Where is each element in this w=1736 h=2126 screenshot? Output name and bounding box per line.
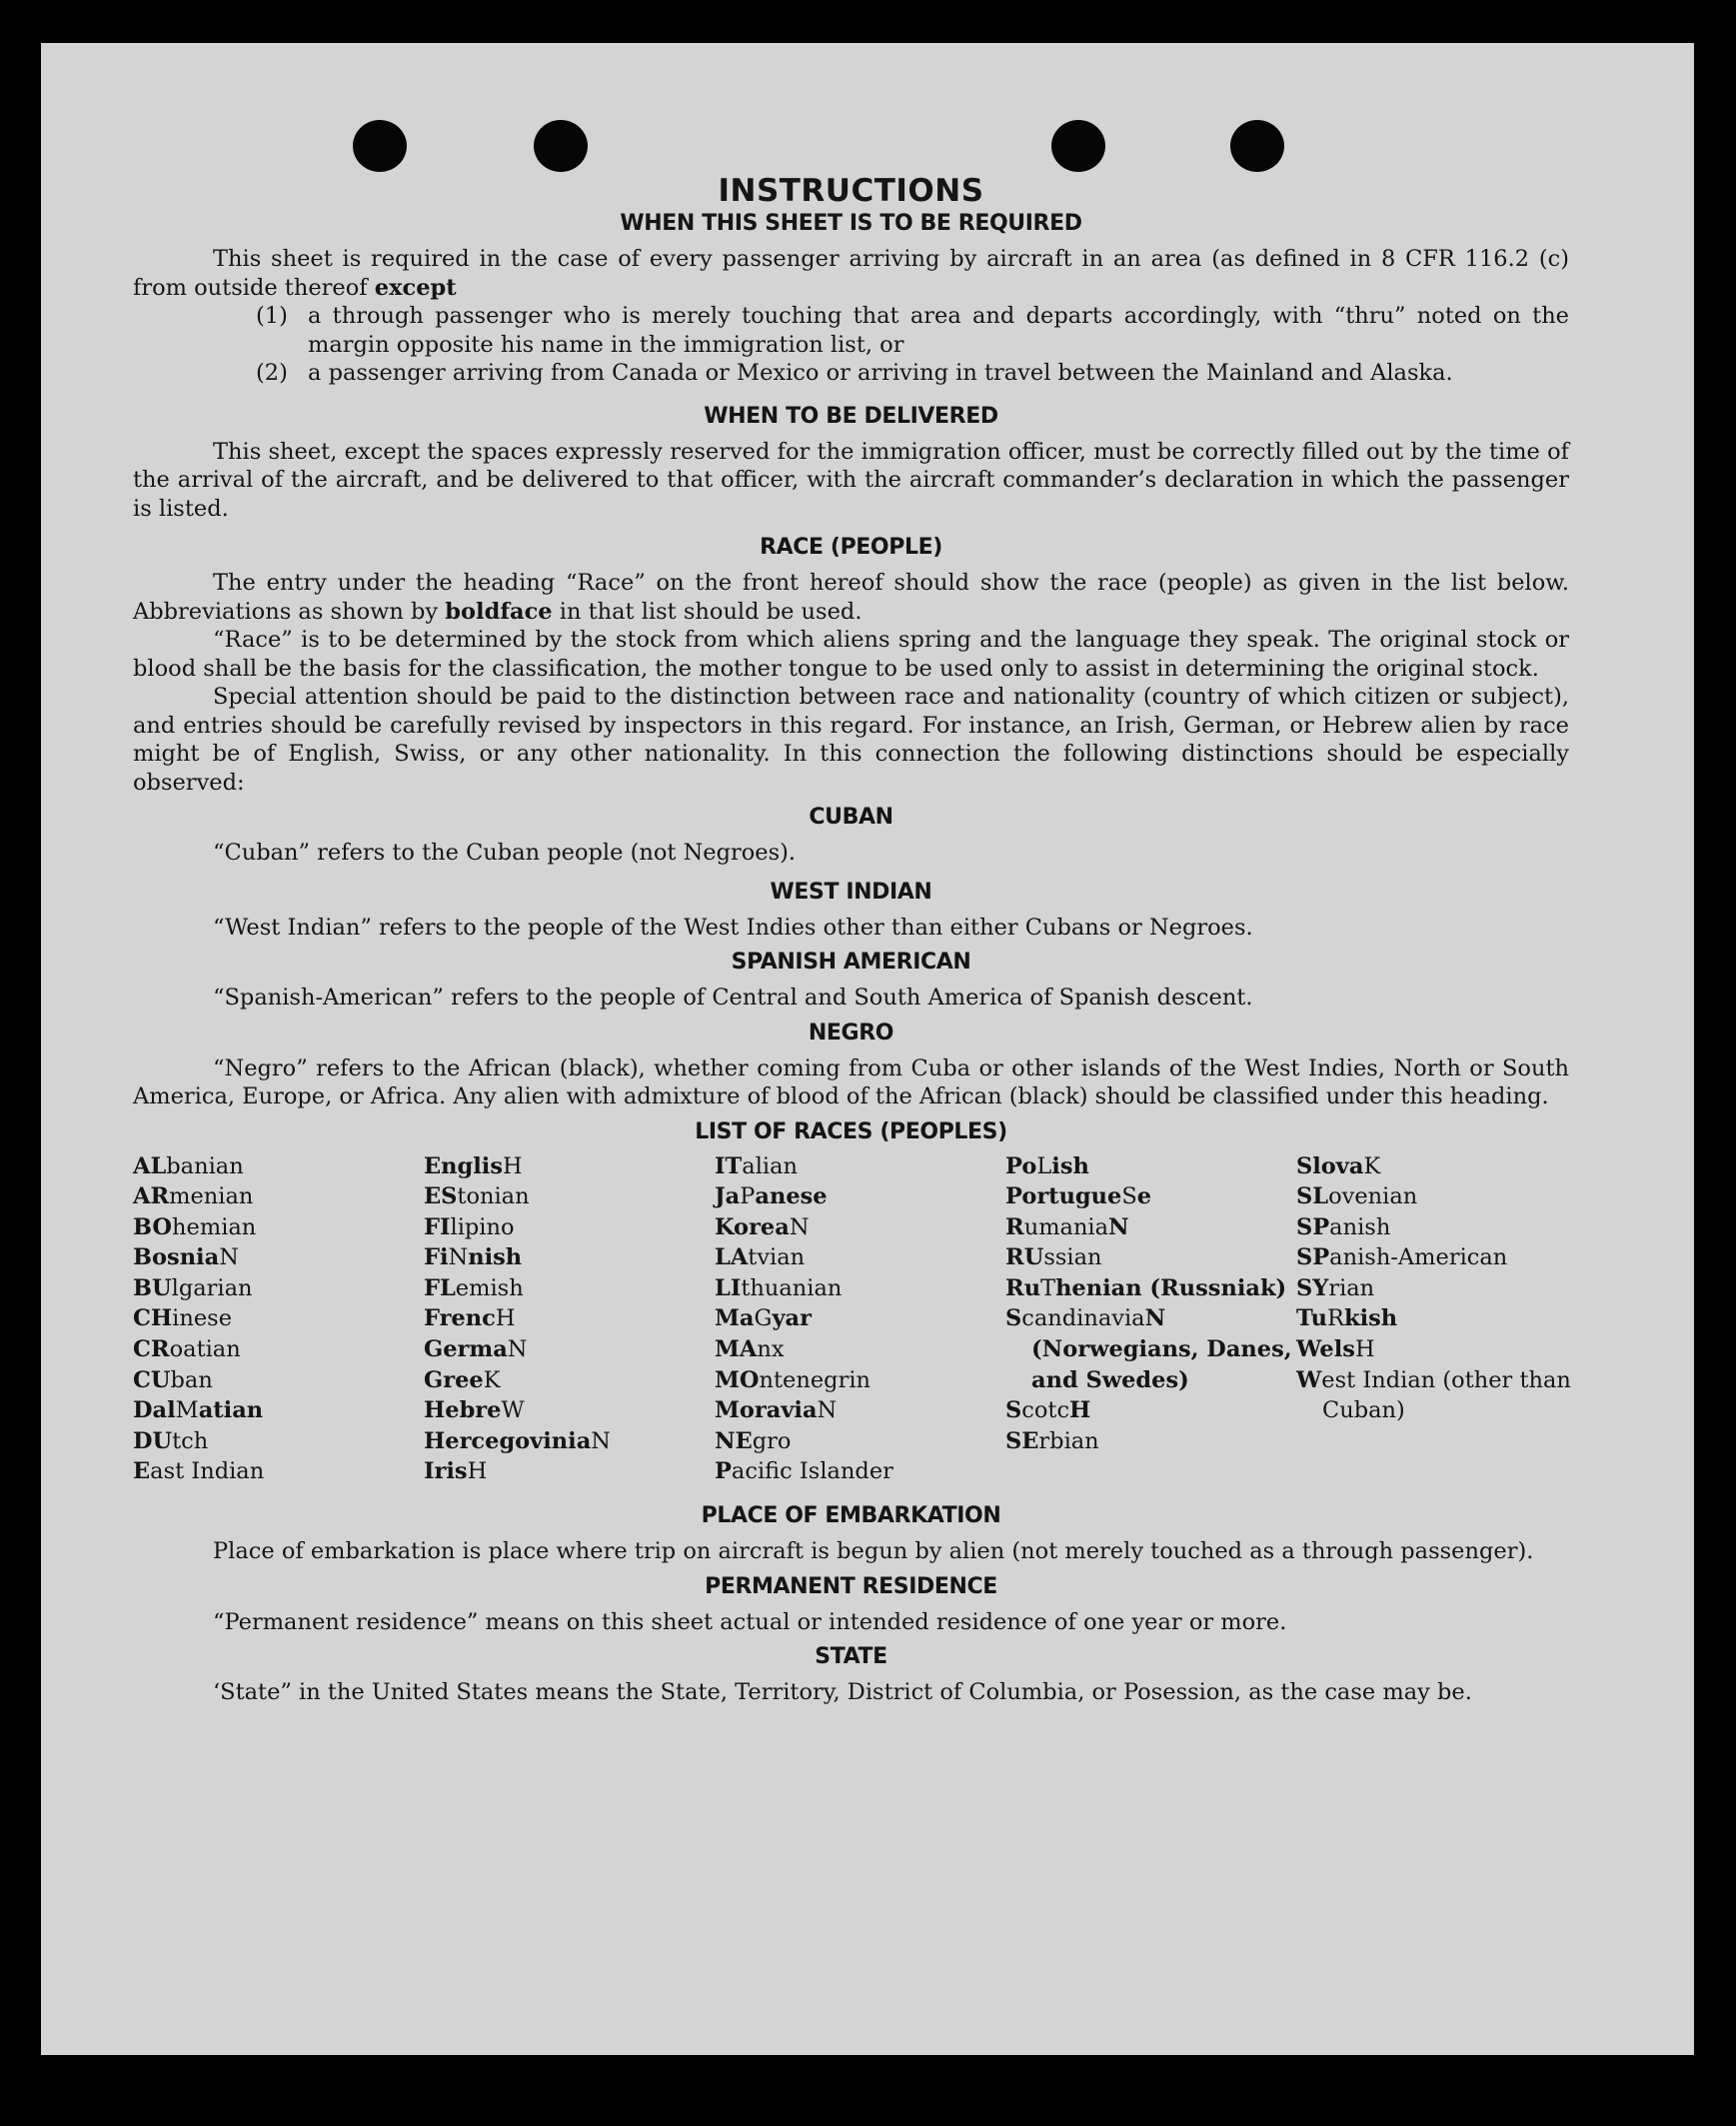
delivered-paragraph: This sheet, except the spaces expressly reserved for the immigration officer, must be correctly filled out by the time of the arrival of the aircraft, and be delivered to that officer, with the aircraft commander’s declaration in which the passenger is listed. (133, 438, 1569, 522)
race-column (1005, 1151, 1296, 1488)
race-column (1296, 1151, 1587, 1488)
race-entry: FiNnish (424, 1244, 523, 1271)
spanish-american-paragraph: “Spanish-American” refers to the people of Central and South America of Spanish descent. (213, 985, 1253, 1011)
race-entry: West Indian (other than Cuban) (1296, 1366, 1571, 1424)
race-entry: MoraviaN (715, 1397, 838, 1424)
cuban-paragraph: “Cuban” refers to the Cuban people (not Negroes). (213, 840, 797, 866)
race-paragraph: Special attention should be paid to the distinction between race and nationality (country of which citizen or subject), and entries should be carefully revised by inspectors in this regard. For instance, an Irish, German, or Hebrew alien by race might be of English, Swiss, or any other nationality. In this connection the following distinctions should be especially observed: (133, 684, 1569, 796)
race-entry: HebreW (424, 1397, 525, 1424)
section-heading-list-of-races: LIST OF RACES (PEOPLES) (695, 1118, 1007, 1144)
race-entry: MaGyar (715, 1305, 812, 1332)
race-entry: CUban (133, 1366, 213, 1393)
race-entry: PoLish (1005, 1152, 1089, 1179)
negro-paragraph: “Negro” refers to the African (black), whether coming from Cuba or other islands of the West Indies, North or South America, Europe, or Africa. Any alien with admixture of blood of the African (black) should be classified under this heading. (133, 1055, 1569, 1109)
race-entry: SYrian (1296, 1274, 1375, 1301)
west-indian-paragraph: “West Indian” refers to the people of the West Indies other than either Cubans or Negroes. (213, 914, 1253, 941)
race-entry: LAtvian (715, 1244, 806, 1271)
race-entry: RumaniaN (1005, 1213, 1129, 1240)
punch-hole (1230, 120, 1284, 172)
race-column (424, 1151, 715, 1488)
punch-hole (353, 120, 407, 172)
race-entry: EStonian (424, 1183, 530, 1210)
section-heading-permanent-residence: PERMANENT RESIDENCE (705, 1573, 997, 1599)
race-entry: KoreaN (715, 1213, 810, 1240)
exception-text: a passenger arriving from Canada or Mexico or arriving in travel between the Mainland and Alaska. (308, 360, 1453, 386)
race-column (715, 1151, 1005, 1488)
race-entry: SPanish (1296, 1213, 1391, 1240)
instructions-content (133, 173, 1569, 1707)
race-entry: SErbian (1005, 1427, 1099, 1454)
exception-text: a through passenger who is merely touching that area and departs accordingly, with “thru” noted on the margin opposite his name in the immigration list, or (308, 303, 1569, 358)
race-entry: CRoatian (133, 1336, 241, 1363)
race-entry: JaPanese (715, 1183, 828, 1210)
race-entry: ScandinaviaN (Norwegians, Danes, and Swedes) (1005, 1305, 1292, 1393)
punch-hole (534, 120, 588, 172)
race-entry: ARmenian (133, 1183, 254, 1210)
section-heading-west-indian: WEST INDIAN (770, 879, 932, 905)
race-paragraph-text: in that list should be used. (559, 598, 863, 625)
race-entry: ALbanian (133, 1152, 244, 1179)
race-entry: BosniaN (133, 1244, 239, 1271)
race-entry: WelsH (1296, 1336, 1375, 1363)
section-heading-cuban: CUBAN (809, 805, 893, 830)
race-entry: SPanish-American (1296, 1244, 1508, 1271)
race-entry: SlovaK (1296, 1152, 1381, 1179)
exception-item (256, 359, 1569, 388)
section-heading-required: WHEN THIS SHEET IS TO BE REQUIRED (620, 211, 1082, 236)
race-entry: ScotcH (1005, 1397, 1091, 1424)
race-paragraph (133, 569, 1569, 626)
race-entry: CHinese (133, 1305, 233, 1332)
race-entry: BOhemian (133, 1213, 257, 1240)
race-entry: TuRkish (1296, 1305, 1398, 1332)
race-entry: BUlgarian (133, 1274, 253, 1301)
race-entry: RUssian (1005, 1244, 1102, 1271)
race-entry: IrisH (424, 1458, 488, 1485)
section-heading-delivered: WHEN TO BE DELIVERED (704, 403, 998, 429)
section-heading-spanish-american: SPANISH AMERICAN (731, 950, 971, 975)
section-heading-embarkation: PLACE OF EMBARKATION (701, 1503, 1001, 1529)
race-entry: GreeK (424, 1366, 501, 1393)
race-entry: DUtch (133, 1427, 209, 1454)
state-paragraph: ‘State” in the United States means the State, Territory, District of Columbia, or Posession, as the case may be. (213, 1679, 1472, 1706)
race-entry: FLemish (424, 1274, 524, 1301)
exception-number: (1) (256, 303, 288, 329)
race-entry: RuThenian (Russniak) (1005, 1274, 1287, 1301)
page-title: INSTRUCTIONS (718, 173, 984, 209)
exception-item (256, 302, 1569, 359)
race-entry: East Indian (133, 1458, 265, 1485)
punch-hole (1051, 120, 1105, 172)
race-column (133, 1151, 424, 1488)
section-heading-state: STATE (815, 1644, 887, 1670)
race-entry: EnglisH (424, 1152, 523, 1179)
section-heading-negro: NEGRO (808, 1020, 894, 1046)
race-entry: Pacific Islander (715, 1458, 893, 1485)
race-list (133, 1151, 1569, 1488)
race-entry: MAnx (715, 1336, 785, 1363)
required-intro-bold: except (374, 274, 457, 301)
race-paragraph: “Race” is to be determined by the stock from which aliens spring and the language they speak. The original stock or blood shall be the basis for the classification, the mother tongue to be used only to assist in determining the original stock. (133, 627, 1569, 682)
race-paragraph-text: The entry under the heading “Race” on the front hereof should show the race (people) as given in the list below. Abbreviations as shown by (133, 570, 1569, 625)
race-entry: MOntenegrin (715, 1366, 871, 1393)
race-entry: ITalian (715, 1152, 798, 1179)
race-paragraph-bold: boldface (445, 598, 553, 625)
race-entry: PortugueSe (1005, 1183, 1152, 1210)
race-entry: FrencH (424, 1305, 516, 1332)
embarkation-paragraph: Place of embarkation is place where trip on aircraft is begun by alien (not merely touched as a through passenger). (213, 1538, 1534, 1565)
required-intro-text: This sheet is required in the case of every passenger arriving by aircraft in an area (as defined in 8 CFR 116.2 (c) from outside thereof (133, 246, 1569, 301)
required-intro (133, 245, 1569, 302)
race-entry: DalMatian (133, 1397, 264, 1424)
race-entry: LIthuanian (715, 1274, 843, 1301)
permanent-residence-paragraph: “Permanent residence” means on this sheet actual or intended residence of one year or more. (213, 1608, 1287, 1635)
race-entry: SLovenian (1296, 1183, 1418, 1210)
exception-number: (2) (256, 360, 288, 386)
section-heading-race: RACE (PEOPLE) (760, 535, 942, 560)
race-entry: FIlipino (424, 1213, 515, 1240)
race-entry: GermaN (424, 1336, 528, 1363)
race-entry: HercegoviniaN (424, 1427, 611, 1454)
race-entry: NEgro (715, 1427, 792, 1454)
